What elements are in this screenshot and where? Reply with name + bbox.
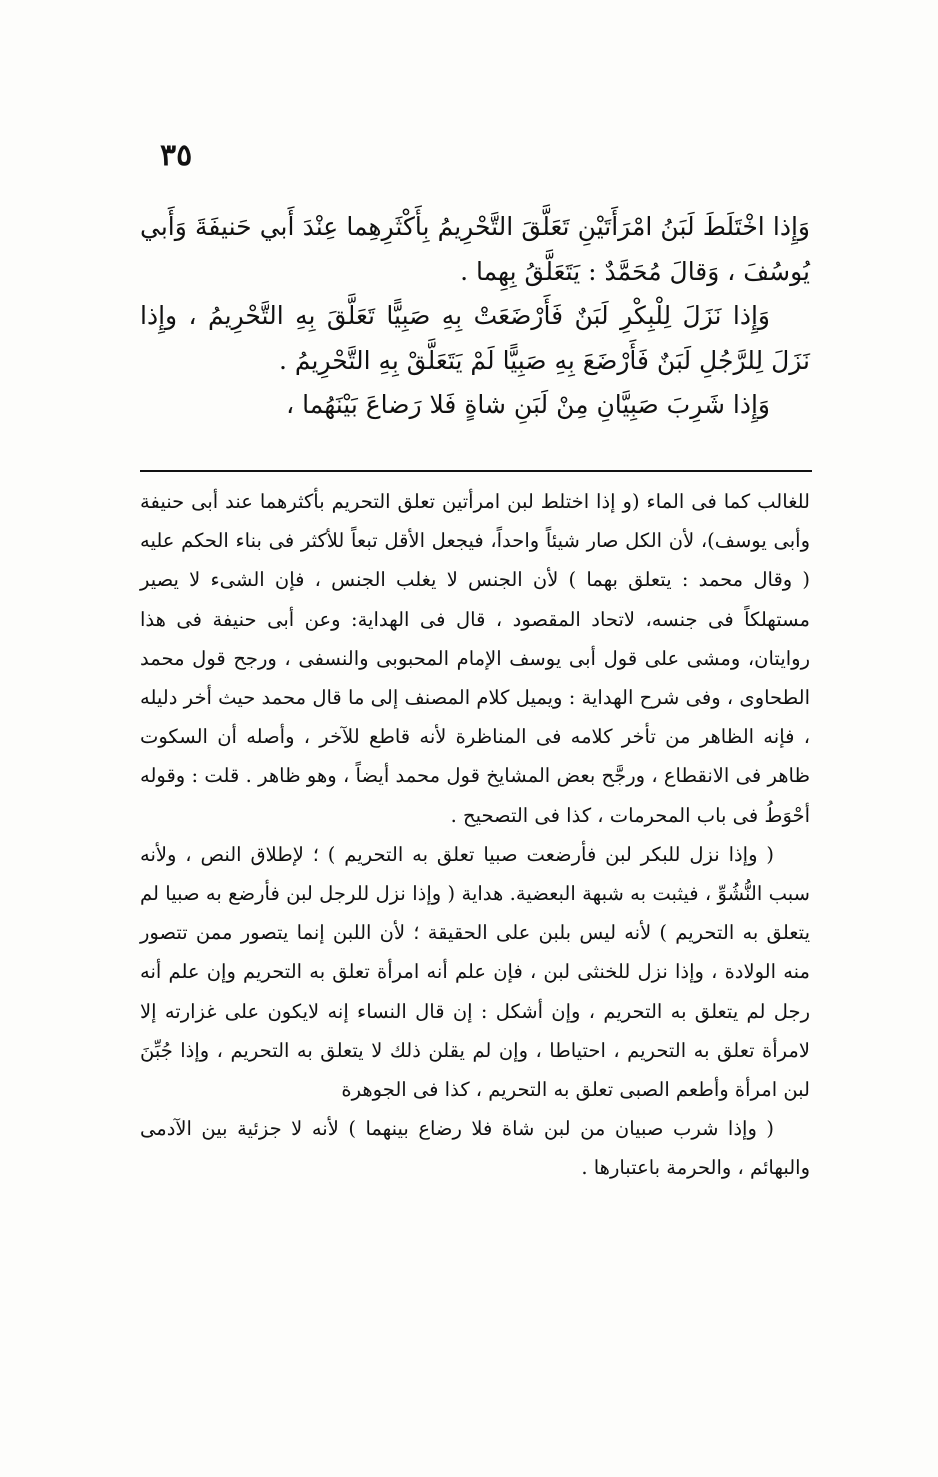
commentary-paragraph: ( وإذا شرب صبيان من لبن شاة فلا رضاع بينهما ) لأنه لا جزئية بين الآدمى والبهائم ، والحرمة باعتبارها .: [140, 1117, 810, 1180]
commentary-text: [140, 482, 810, 1188]
main-text: [140, 205, 810, 428]
page-number: ٣٥: [160, 138, 193, 173]
commentary-paragraph: ( وإذا نزل للبكر لبن فأرضعت صبيا تعلق به التحريم ) ؛ لإطلاق النص ، ولأنه سبب النُّشُوِّ ، فيثبت به شبهة البعضية. هداية ( وإذا نزل للرجل لبن فأرضع به صبيا لم يتعلق به التحريم ) لأنه ليس بلبن على الحقيقة ؛ لأن اللبن إنما يتصور ممن تتصور منه الولادة ، وإذا نزل للخنثى لبن ، فإن علم أنه امرأة تعلق به التحريم وإن علم أنه رجل لم يتعلق به التحريم ، وإن أشكل : إن قال النساء إنه لايكون على غزارته إلا لامرأة تعلق به التحريم ، احتياطا ، وإن لم يقلن ذلك لا يتعلق به التحريم ، وإذا جُبِّنَ لبن امرأة وأطعم الصبى تعلق به التحريم ، كذا فى الجوهرة: [140, 842, 810, 1102]
main-text-paragraph: وَإِذا اخْتَلَطَ لَبَنُ امْرَأَتَيْنِ تَعَلَّقَ التَّحْرِيمُ بِأَكْثَرِهِما عِنْدَ أَبي حَنيفَةَ وَأَبي يُوسُفَ ، وَقالَ مُحَمَّدٌ : يَتَعَلَّقُ بِهِما .: [140, 212, 810, 286]
main-text-paragraph: وَإِذا نَزَلَ لِلْبِكْرِ لَبَنٌ فَأَرْضَعَتْ بِهِ صَبِيًّا تَعَلَّقَ بِهِ التَّحْرِيمُ ، وإِذا نَزَلَ لِلرَّجُلِ لَبَنٌ فَأَرْضَعَ بِهِ صَبِيًّا لَمْ يَتَعَلَّقْ بِهِ التَّحْرِيمُ .: [140, 301, 810, 375]
commentary-paragraph: للغالب كما فى الماء (و إذا اختلط لبن امرأتين تعلق التحريم بأكثرهما عند أبى حنيفة وأبى يوسف)، لأن الكل صار شيئاً واحداً، فيجعل الأقل تبعاً للأكثر فى بناء الحكم عليه ( وقال محمد : يتعلق بهما ) لأن الجنس لا يغلب الجنس ، فإن الشىء لا يصير مستهلكاً فى جنسه، لاتحاد المقصود ، قال فى الهداية: وعن أبى حنيفة فى هذا روايتان، ومشى على قول أبى يوسف الإمام المحبوبى والنسفى ، ورجح قول محمد الطحاوى ، وفى شرح الهداية : ويميل كلام المصنف إلى ما قال محمد حيث أخر دليله ، فإنه الظاهر من تأخر كلامه فى المناظرة لأنه قاطع للآخر ، وأصله أن السكوت ظاهر فى الانقطاع ، ورجَّح بعض المشايخ قول محمد أيضاً ، وهو ظاهر . قلت : وقوله أحْوَطُ فى باب المحرمات ، كذا فى التصحيح .: [140, 490, 810, 827]
separator-line: [140, 470, 812, 472]
main-text-paragraph: وَإِذا شَرِبَ صَبِيَّانِ مِنْ لَبَنِ شاةٍ فَلا رَضاعَ بَيْنَهُما ،: [286, 390, 770, 419]
